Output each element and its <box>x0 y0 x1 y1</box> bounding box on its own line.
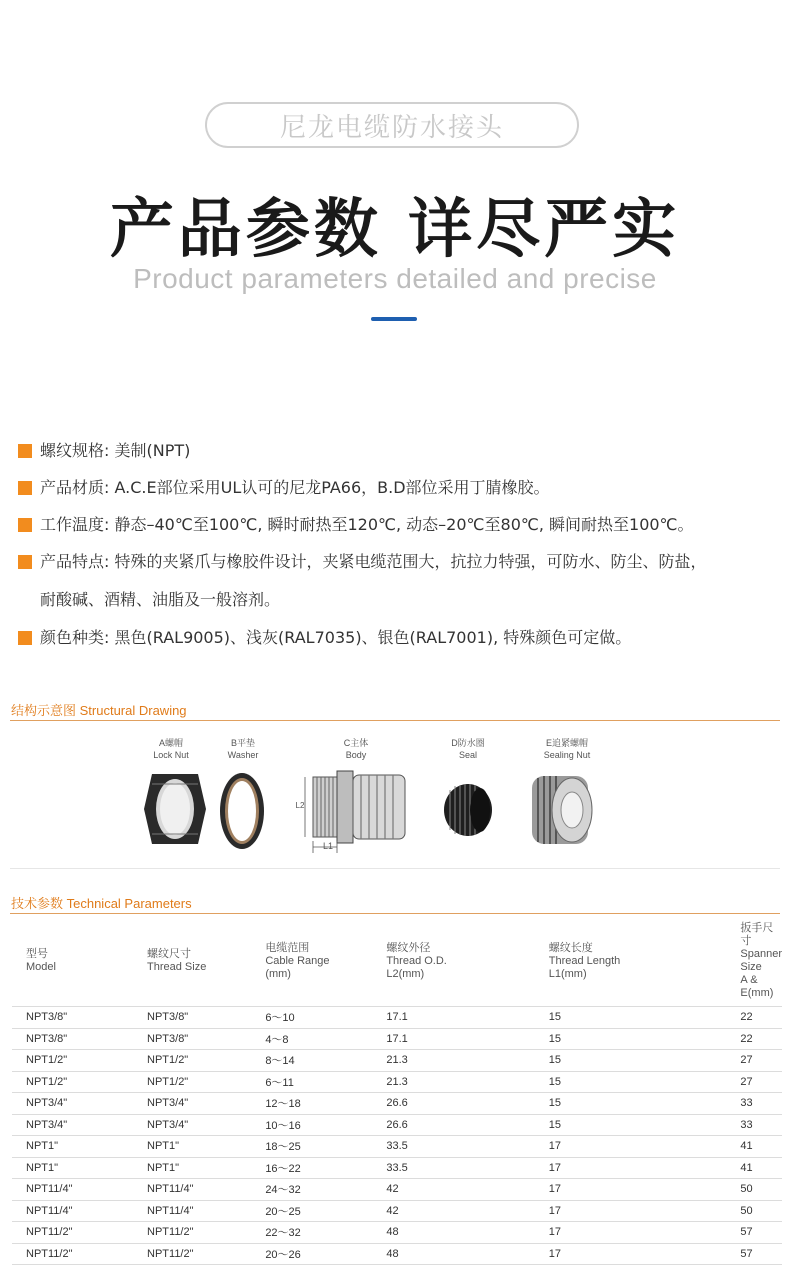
cell-thread-length: 17 <box>503 1200 685 1222</box>
table-header-row <box>12 918 782 1007</box>
bullet-square-icon <box>18 631 32 645</box>
cell-cable-range: 6～11 <box>259 1071 372 1093</box>
seal-icon <box>442 782 494 838</box>
cell-model: NPT3/4" <box>12 1114 147 1136</box>
cell-thread-od: 42 <box>372 1200 502 1222</box>
cell-model: NPT3/4" <box>12 1093 147 1115</box>
cell-model: NPT11/2" <box>12 1243 147 1265</box>
cell-thread-od: 33.5 <box>372 1157 502 1179</box>
header-en: Cable Range <box>265 954 330 967</box>
structural-section-label: 结构示意图 Structural Drawing <box>11 703 187 718</box>
cell-spanner-size: 50 <box>684 1200 782 1222</box>
bullet-square-icon <box>18 555 32 569</box>
section-divider <box>10 720 780 721</box>
cell-model: NPT3/8" <box>12 1007 147 1029</box>
part-en: Body <box>345 750 367 760</box>
cell-spanner-size: 33 <box>684 1114 782 1136</box>
cell-spanner-size: 33 <box>684 1093 782 1115</box>
part-cn: C主体 <box>343 738 369 748</box>
cell-thread-length: 17 <box>503 1222 685 1244</box>
cell-spanner-size: 57 <box>684 1222 782 1244</box>
feature-text-continued: 耐酸碱、酒精、油脂及一般溶剂。 <box>40 590 281 609</box>
cell-cable-range: 20～25 <box>259 1200 372 1222</box>
feature-item-temperature <box>18 506 783 543</box>
table-row <box>12 1050 782 1072</box>
cell-cable-range: 18～25 <box>259 1136 372 1158</box>
cell-thread-length: 15 <box>503 1114 685 1136</box>
cell-thread-size: NPT3/8" <box>147 1007 259 1029</box>
cell-thread-size: NPT1" <box>147 1136 259 1158</box>
cell-spanner-size: 50 <box>684 1179 782 1201</box>
sealing-nut-icon <box>528 770 596 850</box>
cell-thread-size: NPT3/4" <box>147 1093 259 1115</box>
feature-text: 美制(NPT) <box>109 441 191 460</box>
cell-thread-length: 15 <box>503 1028 685 1050</box>
technical-parameters-table <box>12 918 782 1265</box>
part-label-washer <box>218 737 268 761</box>
section-divider <box>10 913 780 914</box>
cell-spanner-size: 27 <box>684 1071 782 1093</box>
cell-thread-od: 21.3 <box>372 1050 502 1072</box>
cell-thread-size: NPT11/4" <box>147 1200 259 1222</box>
feature-label: 产品特点: <box>40 552 110 571</box>
cell-thread-size: NPT3/8" <box>147 1028 259 1050</box>
feature-item-material <box>18 469 783 506</box>
technical-section-label: 技术参数 Technical Parameters <box>11 896 192 911</box>
cell-thread-length: 15 <box>503 1007 685 1029</box>
part-en: Seal <box>458 750 477 760</box>
title-accent-bar <box>371 317 417 321</box>
washer-icon <box>218 770 266 852</box>
body-icon <box>295 763 415 858</box>
lock-nut-icon <box>142 770 208 848</box>
section-divider <box>10 868 780 869</box>
cell-cable-range: 20～26 <box>259 1243 372 1265</box>
cell-thread-size: NPT3/4" <box>147 1114 259 1136</box>
table-row <box>12 1243 782 1265</box>
header-cn: 电缆范围 <box>265 941 310 954</box>
header-cn: 扳手尺寸 <box>740 922 774 947</box>
cell-cable-range: 16～22 <box>259 1157 372 1179</box>
bullet-square-icon <box>18 518 32 532</box>
col-header-spanner-size <box>684 918 782 1007</box>
cell-thread-length: 15 <box>503 1071 685 1093</box>
cell-thread-od: 17.1 <box>372 1007 502 1029</box>
cell-thread-length: 17 <box>503 1179 685 1201</box>
cell-cable-range: 12～18 <box>259 1093 372 1115</box>
cell-cable-range: 6～10 <box>259 1007 372 1029</box>
header-cn: 螺纹尺寸 <box>147 948 192 960</box>
header-en: Spanner Size <box>740 948 782 973</box>
feature-text: A.C.E部位采用UL认可的尼龙PA66，B.D部位采用丁腈橡胶。 <box>109 478 550 497</box>
cell-spanner-size: 22 <box>684 1007 782 1029</box>
table-row <box>12 1222 782 1244</box>
cell-thread-od: 48 <box>372 1222 502 1244</box>
part-en: Washer <box>227 750 259 760</box>
feature-list <box>18 432 783 656</box>
bullet-square-icon <box>18 444 32 458</box>
feature-text: 黑色(RAL9005)、浅灰(RAL7035)、银色(RAL7001), 特殊颜色可定做。 <box>109 628 632 647</box>
product-name: 尼龙电缆防水接头 <box>279 112 504 143</box>
feature-item-characteristics <box>18 543 783 619</box>
table-row <box>12 1200 782 1222</box>
cell-cable-range: 10～16 <box>259 1114 372 1136</box>
cell-cable-range: 22～32 <box>259 1222 372 1244</box>
table-row <box>12 1179 782 1201</box>
cell-thread-od: 33.5 <box>372 1136 502 1158</box>
header-en: Model <box>26 961 56 973</box>
col-header-thread-od <box>372 918 502 1007</box>
header-cn: 型号 <box>26 948 48 960</box>
cell-model: NPT11/4" <box>12 1200 147 1222</box>
cell-model: NPT3/8" <box>12 1028 147 1050</box>
feature-label: 颜色种类: <box>40 628 110 647</box>
cell-spanner-size: 22 <box>684 1028 782 1050</box>
cell-model: NPT1/2" <box>12 1050 147 1072</box>
cell-thread-od: 26.6 <box>372 1114 502 1136</box>
cell-thread-length: 17 <box>503 1157 685 1179</box>
part-cn: E追紧螺帽 <box>545 738 588 748</box>
product-name-pill <box>205 102 579 148</box>
feature-text: 静态–40℃至100℃, 瞬时耐热至120℃, 动态–20℃至80℃, 瞬间耐热至100℃。 <box>109 515 694 534</box>
page-subtitle: Product parameters detailed and precise <box>133 263 657 294</box>
part-cn: A螺帽 <box>158 738 183 748</box>
cell-thread-od: 17.1 <box>372 1028 502 1050</box>
col-header-thread-size <box>147 918 259 1007</box>
col-header-model <box>12 918 147 1007</box>
dim-l1-label: L1 <box>322 841 333 851</box>
feature-label: 工作温度: <box>40 515 110 534</box>
part-label-seal <box>441 737 495 761</box>
table-row <box>12 1071 782 1093</box>
table-row <box>12 1114 782 1136</box>
cell-thread-od: 21.3 <box>372 1071 502 1093</box>
part-cn: D防水圈 <box>451 738 485 748</box>
table-row <box>12 1093 782 1115</box>
cell-thread-od: 42 <box>372 1179 502 1201</box>
header-unit: L2(mm) <box>386 967 425 980</box>
cell-spanner-size: 41 <box>684 1136 782 1158</box>
cell-spanner-size: 27 <box>684 1050 782 1072</box>
part-en: Lock Nut <box>153 750 189 760</box>
header-en: Thread Size <box>147 961 207 973</box>
header-cn: 螺纹长度 <box>548 941 593 954</box>
cell-thread-size: NPT1/2" <box>147 1071 259 1093</box>
feature-label: 螺纹规格: <box>40 441 110 460</box>
cell-thread-length: 17 <box>503 1243 685 1265</box>
header-unit: L1(mm) <box>548 967 587 980</box>
feature-item-thread <box>18 432 783 469</box>
header-cn: 螺纹外径 <box>386 941 431 954</box>
cell-model: NPT11/4" <box>12 1179 147 1201</box>
part-label-sealing-nut <box>535 737 599 761</box>
cell-thread-size: NPT1" <box>147 1157 259 1179</box>
cell-model: NPT1" <box>12 1157 147 1179</box>
cell-cable-range: 8～14 <box>259 1050 372 1072</box>
header-unit: (mm) <box>265 967 291 980</box>
cell-cable-range: 24～32 <box>259 1179 372 1201</box>
part-en: Sealing Nut <box>543 750 591 760</box>
part-label-body <box>331 737 381 761</box>
feature-item-colors <box>18 619 783 656</box>
table-row <box>12 1136 782 1158</box>
cell-spanner-size: 57 <box>684 1243 782 1265</box>
cell-thread-length: 15 <box>503 1050 685 1072</box>
cell-thread-od: 48 <box>372 1243 502 1265</box>
header-unit: A & E(mm) <box>740 974 774 999</box>
cell-thread-size: NPT11/2" <box>147 1222 259 1244</box>
table-row <box>12 1007 782 1029</box>
part-cn: B平垫 <box>230 738 255 748</box>
col-header-thread-length <box>503 918 685 1007</box>
cell-thread-size: NPT11/2" <box>147 1243 259 1265</box>
cell-model: NPT1/2" <box>12 1071 147 1093</box>
dim-l2-label: L2 <box>295 801 305 810</box>
page-title: 产品参数 详尽严实 <box>109 193 681 267</box>
cell-thread-length: 17 <box>503 1136 685 1158</box>
cell-cable-range: 4～8 <box>259 1028 372 1050</box>
cell-spanner-size: 41 <box>684 1157 782 1179</box>
table-row <box>12 1157 782 1179</box>
cell-thread-od: 26.6 <box>372 1093 502 1115</box>
cell-model: NPT11/2" <box>12 1222 147 1244</box>
feature-text: 特殊的夹紧爪与橡胶件设计，夹紧电缆范围大，抗拉力特强，可防水、防尘、防盐， <box>109 552 707 571</box>
table-row <box>12 1028 782 1050</box>
cell-thread-size: NPT1/2" <box>147 1050 259 1072</box>
cell-model: NPT1" <box>12 1136 147 1158</box>
part-label-lock-nut <box>145 737 197 761</box>
cell-thread-size: NPT11/4" <box>147 1179 259 1201</box>
bullet-square-icon <box>18 481 32 495</box>
col-header-cable-range <box>259 918 372 1007</box>
header-en: Thread O.D. <box>386 954 447 967</box>
cell-thread-length: 15 <box>503 1093 685 1115</box>
header-en: Thread Length <box>548 954 621 967</box>
feature-label: 产品材质: <box>40 478 110 497</box>
